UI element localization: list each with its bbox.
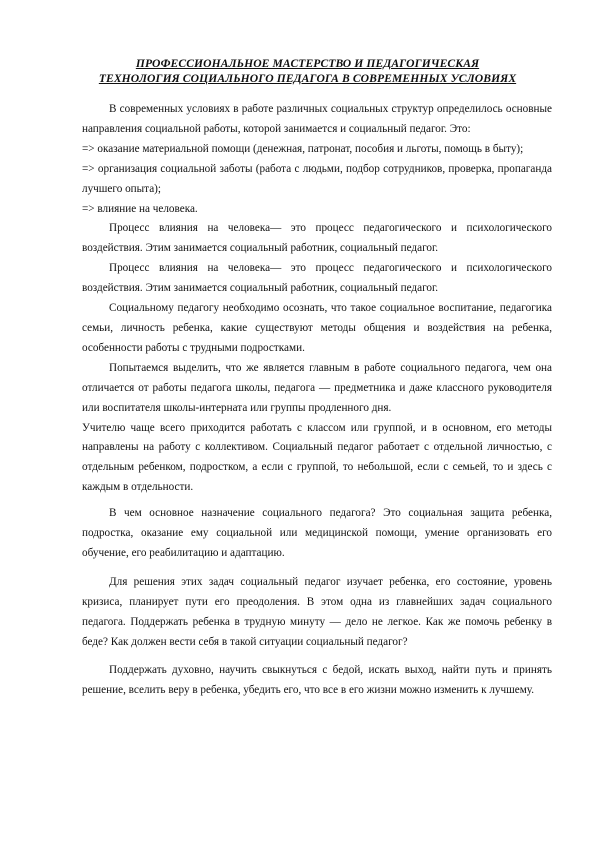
- list-item-material-help: => оказание материальной помощи (денежная, патронат, пособия и льготы, помощь в быту);: [82, 142, 524, 155]
- paragraph-support: Поддержать духовно, научить свыкнуться с бедой, искать выход, найти путь и принять решение, вселить веру в ребенка, убедить его, что все в его жизни можно изменить к лучшему.: [82, 664, 552, 697]
- paragraph-teacher-vs-social: Учителю чаще всего приходится работать с классом или группой, и в основном, его методы направлены на работу с коллективом. Социальный педагог работает с отдельной личностью, с отдельным ребенком, подростком, а если с группой, то небольшой, если с семьей, то и здесь с каждым в отдельности.: [82, 421, 552, 494]
- list-item-social-care: => организация социальной заботы (работа с людьми, подбор сотрудников, проверка, пропаганда лучшего опыта);: [82, 162, 552, 195]
- paragraph-tasks: Для решения этих задач социальный педагог изучает ребенка, его состояние, уровень кризиса, планирует пути его преодоления. В этом одна из главнейших задач социального педагога. Поддержать ребенка в трудную минуту — дело не легкое. Как же помочь ребенку в беде? Как должен вести себя в такой ситуации социальный педагог?: [82, 575, 552, 648]
- paragraph-social-upbringing: Социальному педагогу необходимо осознать, что такое социальное воспитание, педагогика семьи, личность ребенка, какие существуют методы общения и воздействия на ребенка, особенности работы с трудными подростками.: [82, 302, 552, 354]
- paragraph-influence-process-repeat: Процесс влияния на человека— это процесс педагогического и психологического воздействия. Этим занимается социальный работник, социальный педагог.: [82, 262, 552, 295]
- paragraph-influence-process: Процесс влияния на человека— это процесс педагогического и психологического воздействия. Этим занимается социальный работник, социальный педагог.: [82, 222, 552, 255]
- title-line-1: ПРОФЕССИОНАЛЬНОЕ МАСТЕРСТВО И ПЕДАГОГИЧЕСКАЯ: [135, 57, 480, 70]
- title-line-2: ТЕХНОЛОГИЯ СОЦИАЛЬНОГО ПЕДАГОГА В СОВРЕМЕННЫХ УСЛОВИЯХ: [98, 72, 517, 85]
- paragraph-main-work: Попытаемся выделить, что же является главным в работе социального педагога, чем она отличается от работы педагога школы, педагога — предметника и даже классного руководителя или воспитателя школы-интерната или группы продленного дня.: [82, 361, 552, 414]
- list-item-influence: => влияние на человека.: [82, 202, 198, 215]
- document-body: [82, 100, 552, 701]
- paragraph-intro: В современных условиях в работе различных социальных структур определилось основные направления социальной работы, которой занимается и социальный педагог. Это:: [82, 103, 552, 135]
- paragraph-purpose: В чем основное назначение социального педагога? Это социальная защита ребенка, подростка, оказание ему социальной или медицинской помощи, умение организовать его обучение, его реабилитацию и адаптацию.: [82, 507, 552, 559]
- document-title: [60, 56, 555, 86]
